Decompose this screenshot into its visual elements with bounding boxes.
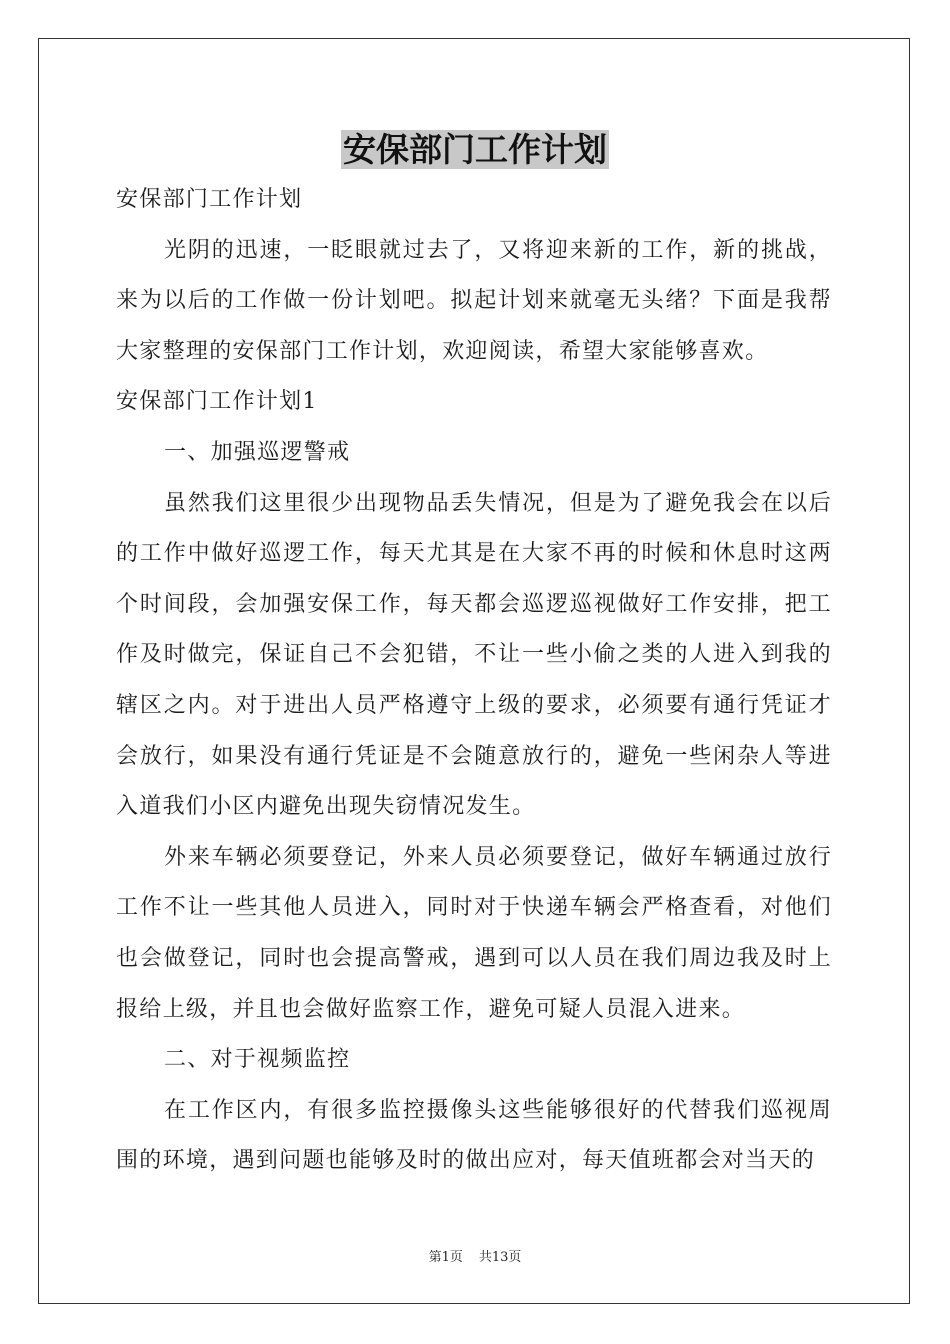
- document-body: [116, 175, 832, 1187]
- document-title: [0, 124, 950, 176]
- page-footer: [0, 1246, 950, 1265]
- paragraph-registration: 外来车辆必须要登记，外来人员必须要登记，做好车辆通过放行工作不让一些其他人员进入，同时对于快递车辆会严格查看，对他们也会做登记，同时也会提高警戒，遇到可以人员在我们周边我及时上报给上级，并且也会做好监察工作，避免可疑人员混入进来。: [116, 844, 832, 1022]
- section-heading-patrol: 一、加强巡逻警戒: [164, 439, 351, 465]
- document-title-text: 安保部门工作计划: [343, 130, 607, 169]
- paragraph-monitoring: 在工作区内，有很多监控摄像头这些能够很好的代替我们巡视周围的环境，遇到问题也能够及时的做出应对，每天值班都会对当天的: [116, 1097, 832, 1174]
- paragraph-plan-heading: 安保部门工作计划1: [116, 389, 318, 415]
- page-number-current: 第1页: [428, 1250, 463, 1265]
- paragraph-subtitle: 安保部门工作计划: [116, 187, 303, 212]
- paragraph-intro: 光阴的迅速，一眨眼就过去了，又将迎来新的工作，新的挑战，来为以后的工作做一份计划吧。拟起计划来就毫无头绪？下面是我帮大家整理的安保部门工作计划，欢迎阅读，希望大家能够喜欢。: [116, 237, 832, 364]
- page-number-total: 共13页: [478, 1250, 522, 1265]
- paragraph-patrol: 虽然我们这里很少出现物品丢失情况，但是为了避免我会在以后的工作中做好巡逻工作，每天尤其是在大家不再的时候和休息时这两个时间段，会加强安保工作，每天都会巡逻巡视做好工作安排，把工作及时做完，保证自己不会犯错，不让一些小偷之类的人进入到我的辖区之内。对于进出人员严格遵守上级的要求，必须要有通行凭证才会放行，如果没有通行凭证是不会随意放行的，避免一些闲杂人等进入道我们小区内避免出现失窃情况发生。: [116, 490, 832, 820]
- section-heading-monitoring: 二、对于视频监控: [164, 1047, 351, 1073]
